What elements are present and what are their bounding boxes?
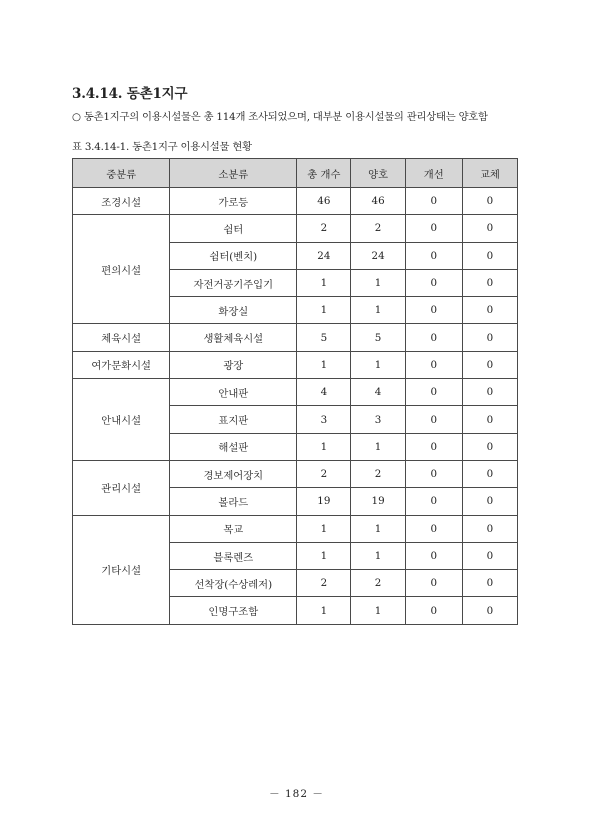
table-caption: 표 3.4.14-1. 동촌1지구 이용시설물 현황 xyxy=(72,141,252,153)
table-row xyxy=(73,515,518,542)
total-cell: 2 xyxy=(297,460,351,487)
subcategory-cell: 쉼터(벤치) xyxy=(170,242,297,269)
improve-cell: 0 xyxy=(405,460,462,487)
improve-cell: 0 xyxy=(405,488,462,515)
total-cell: 4 xyxy=(297,379,351,406)
total-cell: 24 xyxy=(297,242,351,269)
header-subcategory: 소분류 xyxy=(170,159,297,188)
replace-cell: 0 xyxy=(462,269,517,296)
header-category: 중분류 xyxy=(73,159,170,188)
improve-cell: 0 xyxy=(405,570,462,597)
subcategory-cell: 해설판 xyxy=(170,433,297,460)
replace-cell: 0 xyxy=(462,460,517,487)
replace-cell: 0 xyxy=(462,297,517,324)
category-cell: 관리시설 xyxy=(73,460,170,515)
total-cell: 1 xyxy=(297,297,351,324)
subcategory-cell: 쉼터 xyxy=(170,215,297,242)
total-cell: 46 xyxy=(297,188,351,215)
good-cell: 46 xyxy=(351,188,405,215)
category-cell: 여가문화시설 xyxy=(73,351,170,378)
total-cell: 2 xyxy=(297,215,351,242)
improve-cell: 0 xyxy=(405,515,462,542)
improve-cell: 0 xyxy=(405,351,462,378)
subcategory-cell: 볼라드 xyxy=(170,488,297,515)
improve-cell: 0 xyxy=(405,597,462,624)
good-cell: 4 xyxy=(351,379,405,406)
good-cell: 1 xyxy=(351,597,405,624)
replace-cell: 0 xyxy=(462,379,517,406)
table-row xyxy=(73,188,518,215)
category-cell: 편의시설 xyxy=(73,215,170,324)
good-cell: 1 xyxy=(351,515,405,542)
improve-cell: 0 xyxy=(405,242,462,269)
good-cell: 5 xyxy=(351,324,405,351)
replace-cell: 0 xyxy=(462,215,517,242)
total-cell: 3 xyxy=(297,406,351,433)
improve-cell: 0 xyxy=(405,542,462,569)
good-cell: 2 xyxy=(351,460,405,487)
total-cell: 1 xyxy=(297,542,351,569)
section-summary: ○ 동촌1지구의 이용시설물은 총 114개 조사되었으며, 대부분 이용시설물의 관리상태는 양호함 xyxy=(72,111,488,123)
subcategory-cell: 선착장(수상레저) xyxy=(170,570,297,597)
replace-cell: 0 xyxy=(462,542,517,569)
good-cell: 3 xyxy=(351,406,405,433)
category-cell: 조경시설 xyxy=(73,188,170,215)
improve-cell: 0 xyxy=(405,215,462,242)
improve-cell: 0 xyxy=(405,379,462,406)
table-row xyxy=(73,351,518,378)
replace-cell: 0 xyxy=(462,488,517,515)
subcategory-cell: 화장실 xyxy=(170,297,297,324)
total-cell: 1 xyxy=(297,433,351,460)
table-row xyxy=(73,215,518,242)
replace-cell: 0 xyxy=(462,242,517,269)
subcategory-cell: 표지판 xyxy=(170,406,297,433)
header-improve: 개선 xyxy=(405,159,462,188)
total-cell: 19 xyxy=(297,488,351,515)
subcategory-cell: 자전거공기주입기 xyxy=(170,269,297,296)
total-cell: 1 xyxy=(297,597,351,624)
good-cell: 1 xyxy=(351,433,405,460)
good-cell: 1 xyxy=(351,351,405,378)
subcategory-cell: 블록렌즈 xyxy=(170,542,297,569)
table-row xyxy=(73,460,518,487)
subcategory-cell: 경보제어장치 xyxy=(170,460,297,487)
good-cell: 1 xyxy=(351,297,405,324)
total-cell: 1 xyxy=(297,269,351,296)
improve-cell: 0 xyxy=(405,269,462,296)
improve-cell: 0 xyxy=(405,324,462,351)
section-heading: 3.4.14. 동촌1지구 xyxy=(72,86,188,102)
replace-cell: 0 xyxy=(462,433,517,460)
category-cell: 체육시설 xyxy=(73,324,170,351)
good-cell: 24 xyxy=(351,242,405,269)
subcategory-cell: 가로등 xyxy=(170,188,297,215)
table-row xyxy=(73,324,518,351)
total-cell: 2 xyxy=(297,570,351,597)
facility-table xyxy=(72,158,518,625)
header-row xyxy=(73,159,518,188)
table-row xyxy=(73,379,518,406)
category-cell: 기타시설 xyxy=(73,515,170,624)
replace-cell: 0 xyxy=(462,515,517,542)
total-cell: 1 xyxy=(297,515,351,542)
subcategory-cell: 생활체육시설 xyxy=(170,324,297,351)
header-good: 양호 xyxy=(351,159,405,188)
improve-cell: 0 xyxy=(405,188,462,215)
good-cell: 2 xyxy=(351,215,405,242)
header-replace: 교체 xyxy=(462,159,517,188)
category-cell: 안내시설 xyxy=(73,379,170,461)
improve-cell: 0 xyxy=(405,297,462,324)
replace-cell: 0 xyxy=(462,351,517,378)
good-cell: 2 xyxy=(351,570,405,597)
replace-cell: 0 xyxy=(462,406,517,433)
table-body xyxy=(73,188,518,625)
good-cell: 1 xyxy=(351,542,405,569)
improve-cell: 0 xyxy=(405,406,462,433)
replace-cell: 0 xyxy=(462,324,517,351)
subcategory-cell: 인명구조함 xyxy=(170,597,297,624)
total-cell: 5 xyxy=(297,324,351,351)
replace-cell: 0 xyxy=(462,188,517,215)
subcategory-cell: 목교 xyxy=(170,515,297,542)
table-header xyxy=(73,159,518,188)
good-cell: 1 xyxy=(351,269,405,296)
subcategory-cell: 안내판 xyxy=(170,379,297,406)
improve-cell: 0 xyxy=(405,433,462,460)
replace-cell: 0 xyxy=(462,597,517,624)
subcategory-cell: 광장 xyxy=(170,351,297,378)
replace-cell: 0 xyxy=(462,570,517,597)
good-cell: 19 xyxy=(351,488,405,515)
total-cell: 1 xyxy=(297,351,351,378)
header-total: 총 개수 xyxy=(297,159,351,188)
page-number: － 182 － xyxy=(269,788,324,800)
